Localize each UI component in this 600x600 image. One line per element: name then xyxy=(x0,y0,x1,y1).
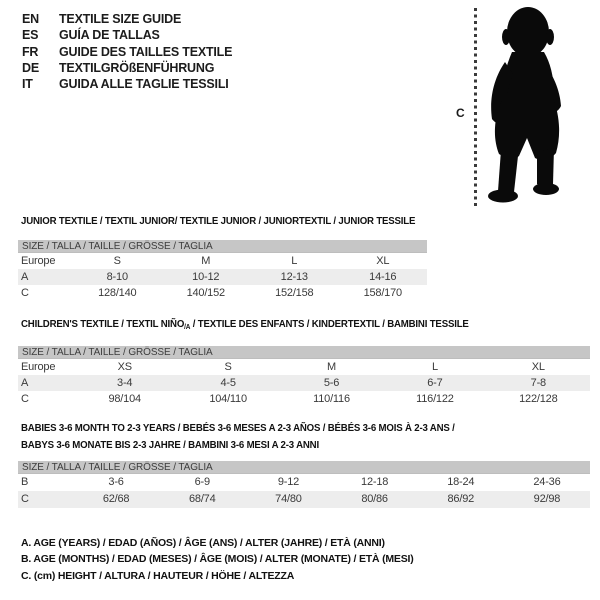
cell: M xyxy=(201,255,211,267)
cell: 62/68 xyxy=(102,493,130,505)
measurement-figure xyxy=(450,0,600,215)
lang-label: TEXTILE SIZE GUIDE xyxy=(59,12,182,26)
cell: 80/86 xyxy=(361,493,388,505)
footnote-c: C. (cm) HEIGHT / ALTURA / HAUTEUR / HÖHE / ALTEZZA xyxy=(21,569,295,582)
cell: 116/122 xyxy=(416,393,454,405)
babies-table-title xyxy=(21,420,455,453)
cell: 14-16 xyxy=(369,271,397,283)
cell: 152/158 xyxy=(275,287,314,299)
cell: S xyxy=(113,255,121,267)
cell: XL xyxy=(376,255,390,267)
lang-code: DE xyxy=(22,60,39,75)
row-label: C xyxy=(21,287,29,299)
lang-row-fr xyxy=(22,44,232,60)
row-label: A xyxy=(21,271,29,283)
lang-row-es xyxy=(22,27,232,43)
junior-table-title: JUNIOR TEXTILE / TEXTIL JUNIOR/ TEXTILE JUNIOR / JUNIORTEXTIL / JUNIOR TESSILE xyxy=(21,215,416,227)
lang-label: GUIDE DES TAILLES TEXTILE xyxy=(59,44,233,59)
cell: 9-12 xyxy=(277,476,300,488)
title-text: / TEXTILE DES ENFANTS / KINDERTEXTIL / BAMBINI TESSILE xyxy=(190,318,469,330)
measure-c-label: C xyxy=(456,106,465,120)
row-label: A xyxy=(21,377,29,389)
lang-code: EN xyxy=(22,12,39,26)
lang-row-de xyxy=(22,60,232,76)
cell: XL xyxy=(531,361,545,373)
table-row-europe xyxy=(18,359,590,375)
legend-footnotes xyxy=(21,535,414,584)
cell: 18-24 xyxy=(447,476,475,488)
lang-code: IT xyxy=(22,77,33,92)
table-row-height xyxy=(18,391,590,407)
lang-row-it xyxy=(22,76,232,92)
cell: L xyxy=(291,255,298,267)
cell: 10-12 xyxy=(192,271,220,283)
baby-silhouette-icon xyxy=(481,6,575,208)
cell: 3-4 xyxy=(117,377,133,389)
row-label: Europe xyxy=(21,255,56,267)
cell: 122/128 xyxy=(519,393,558,405)
cell: 4-5 xyxy=(220,377,236,389)
children-table-title xyxy=(21,318,469,331)
lang-code: ES xyxy=(22,28,39,43)
lang-label: GUIDA ALLE TAGLIE TESSILI xyxy=(59,77,229,92)
cell: XS xyxy=(117,361,132,373)
size-header-bar: SIZE / TALLA / TAILLE / GRÖSSE / TAGLIA xyxy=(18,461,590,474)
cell: 12-18 xyxy=(361,476,389,488)
language-title-list xyxy=(22,11,232,92)
lang-code: FR xyxy=(22,44,39,59)
title-line-2: BABYS 3-6 MONATE BIS 2-3 JAHRE / BAMBINI 3-6 MESI A 2-3 ANNI xyxy=(21,438,319,451)
cell: 6-9 xyxy=(194,476,210,488)
footnote-b: B. AGE (MONTHS) / EDAD (MESES) / ÂGE (MOIS) / ALTER (MONATE) / ETÀ (MESI) xyxy=(21,553,414,566)
table-row-age xyxy=(18,375,590,391)
cell: 158/170 xyxy=(363,287,402,299)
size-header-bar: SIZE / TALLA / TAILLE / GRÖSSE / TAGLIA xyxy=(18,346,590,359)
cell: 6-7 xyxy=(427,377,443,389)
babies-size-table xyxy=(18,461,590,508)
title-subscript: /A xyxy=(184,324,191,331)
cell: 68/74 xyxy=(188,493,216,505)
table-row-age xyxy=(18,269,427,285)
cell: 5-6 xyxy=(323,377,340,389)
cell: 74/80 xyxy=(275,493,302,505)
lang-row-en xyxy=(22,11,232,27)
table-row-height xyxy=(18,285,427,301)
table-row-age-months xyxy=(18,474,590,491)
table-row-height xyxy=(18,491,590,508)
title-line-1: BABIES 3-6 MONTH TO 2-3 YEARS / BEBÉS 3-6 MESES A 2-3 AÑOS / BÉBÉS 3-6 MOIS À 2-3 ANS / xyxy=(21,422,455,434)
footnote-a: A. AGE (YEARS) / EDAD (AÑOS) / ÂGE (ANS) / ALTER (JAHRE) / ETÀ (ANNI) xyxy=(21,537,385,549)
size-header-bar: SIZE / TALLA / TAILLE / GRÖSSE / TAGLIA xyxy=(18,240,427,253)
cell: 3-6 xyxy=(108,476,124,488)
cell: 7-8 xyxy=(530,377,546,389)
height-measure-dashed-line xyxy=(474,8,477,206)
cell: 110/116 xyxy=(313,393,350,405)
cell: 140/152 xyxy=(186,287,225,299)
lang-label: TEXTILGRÖßENFÜHRUNG xyxy=(59,60,215,75)
title-text: CHILDREN'S TEXTILE / TEXTIL NIÑO xyxy=(21,318,185,330)
cell: M xyxy=(327,361,336,373)
cell: 12-13 xyxy=(280,271,308,283)
row-label: B xyxy=(21,476,29,488)
cell: 24-36 xyxy=(533,476,561,488)
cell: 98/104 xyxy=(108,393,141,405)
row-label: C xyxy=(21,393,29,405)
cell: 104/110 xyxy=(209,393,247,405)
cell: 128/140 xyxy=(98,287,137,299)
junior-size-table xyxy=(18,240,427,301)
table-row-europe xyxy=(18,253,427,269)
cell: 86/92 xyxy=(447,493,475,505)
cell: L xyxy=(431,361,438,373)
lang-label: GUÍA DE TALLAS xyxy=(59,28,160,43)
row-label: C xyxy=(21,493,29,505)
cell: 8-10 xyxy=(106,271,128,283)
cell: S xyxy=(224,361,232,373)
children-size-table xyxy=(18,346,590,407)
row-label: Europe xyxy=(21,361,56,373)
cell: 92/98 xyxy=(533,493,561,505)
